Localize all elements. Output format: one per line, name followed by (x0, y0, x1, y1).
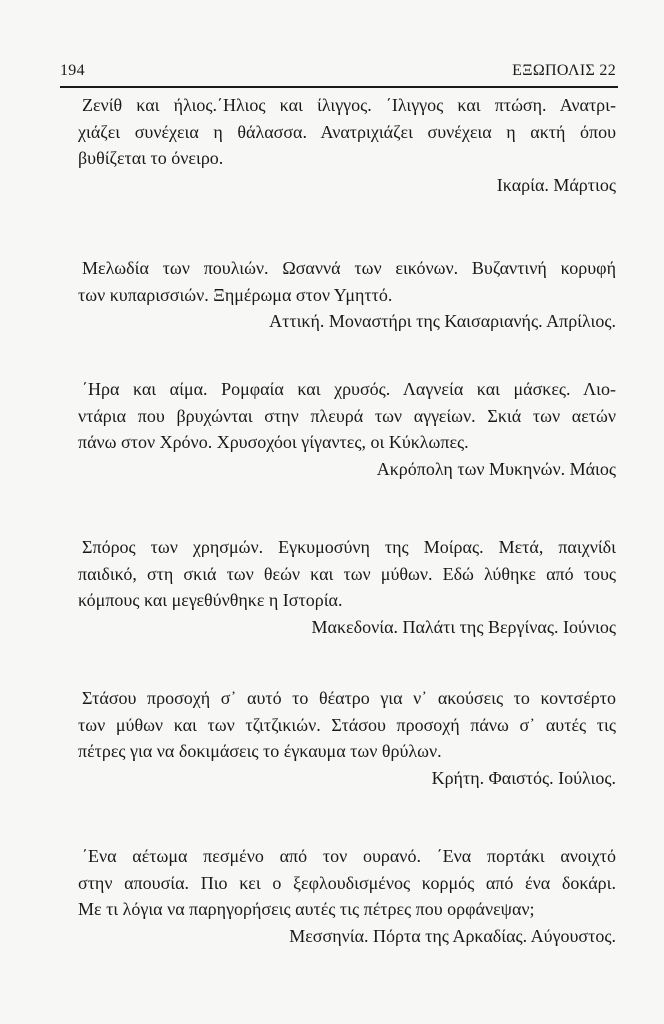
place-caption: Αττική. Μοναστήρι της Καισαριανής. Απρίλιος. (269, 311, 616, 331)
stanza-line: ΄Ενα αέτωμα πεσμένο από τον ουρανό. ΄Ενα πορτάκι ανοιχτό (82, 846, 616, 866)
stanza-line: παιδικό, στη σκιά των θεών και των μύθων. Εδώ λύθηκε από τους (78, 563, 616, 584)
stanza-line: στην απουσία. Πιο κει ο ξεφλουδισμένος κορμός από ένα δοκάρι. (78, 872, 616, 893)
stanza-line: Σπόρος των χρησμών. Εγκυμοσύνη της Μοίρας. Μετά, παιχνίδι (82, 537, 616, 557)
stanza-line: Μελωδία των πουλιών. Ωσαννά των εικόνων. Βυζαντινή κορυφή (82, 258, 616, 278)
stanza-mykines (78, 376, 616, 482)
stanza-line: χιάζει συνέχεια η θάλασσα. Ανατριχιάζει συνέχεια η ακτή όπου (78, 121, 616, 142)
stanza-line: των κυπαρισσιών. Ξημέρωμα στον Υμηττό. (78, 284, 393, 305)
place-caption: Μεσσηνία. Πόρτα της Αρκαδίας. Αύγουστος. (289, 925, 616, 946)
stanza-faistos (78, 685, 616, 791)
stanza-line: των μύθων και των τζιτζικιών. Στάσου προσοχή πάνω σ᾽ αυτές τις (78, 714, 616, 735)
stanza-line: Με τι λόγια να παρηγορήσεις αυτές τις πέτρες που ορφάνεψαν; (78, 899, 535, 919)
stanza-attiki (78, 255, 616, 335)
stanza-line: Στάσου προσοχή σ᾽ αυτό το θέατρο για ν᾽ ακούσεις το κοντσέρτο (82, 688, 616, 708)
stanza-messinia (78, 843, 616, 949)
stanza-vergina (78, 534, 616, 640)
place-caption: Κρήτη. Φαιστός. Ιούλιος. (431, 767, 616, 788)
place-caption: Μακεδονία. Παλάτι της Βεργίνας. Ιούνιος (311, 616, 616, 637)
stanza-line: ΄Ηρα και αίμα. Ρομφαία και χρυσός. Λαγνεία και μάσκες. Λιο- (82, 379, 616, 399)
header-rule (60, 86, 618, 88)
stanza-ikaria (78, 92, 616, 198)
stanza-line: πάνω στον Χρόνο. Χρυσοχόοι γίγαντες, οι Κύκλωπες. (78, 432, 469, 452)
running-head: ΕΞΩΠΟΛΙΣ 22 (512, 62, 616, 79)
stanza-line: κόμπους και μεγεθύνθηκε η Ιστορία. (78, 590, 343, 610)
page-header (60, 62, 616, 84)
page-number: 194 (60, 62, 85, 79)
place-caption: Ακρόπολη των Μυκηνών. Μάιος (376, 458, 616, 479)
place-caption: Ικαρία. Μάρτιος (496, 174, 616, 195)
stanza-line: ντάρια που βρυχώνται στην πλευρά των αγγείων. Σκιά των αετών (78, 405, 616, 426)
stanza-line: Ζενίθ και ήλιος.΄Ηλιος και ίλιγγος. ΄Ιλιγγος και πτώση. Ανατρι- (82, 95, 616, 115)
stanza-line: βυθίζεται το όνειρο. (78, 148, 224, 168)
stanza-line: πέτρες για να δοκιμάσεις το έγκαυμα των θρύλων. (78, 741, 442, 761)
